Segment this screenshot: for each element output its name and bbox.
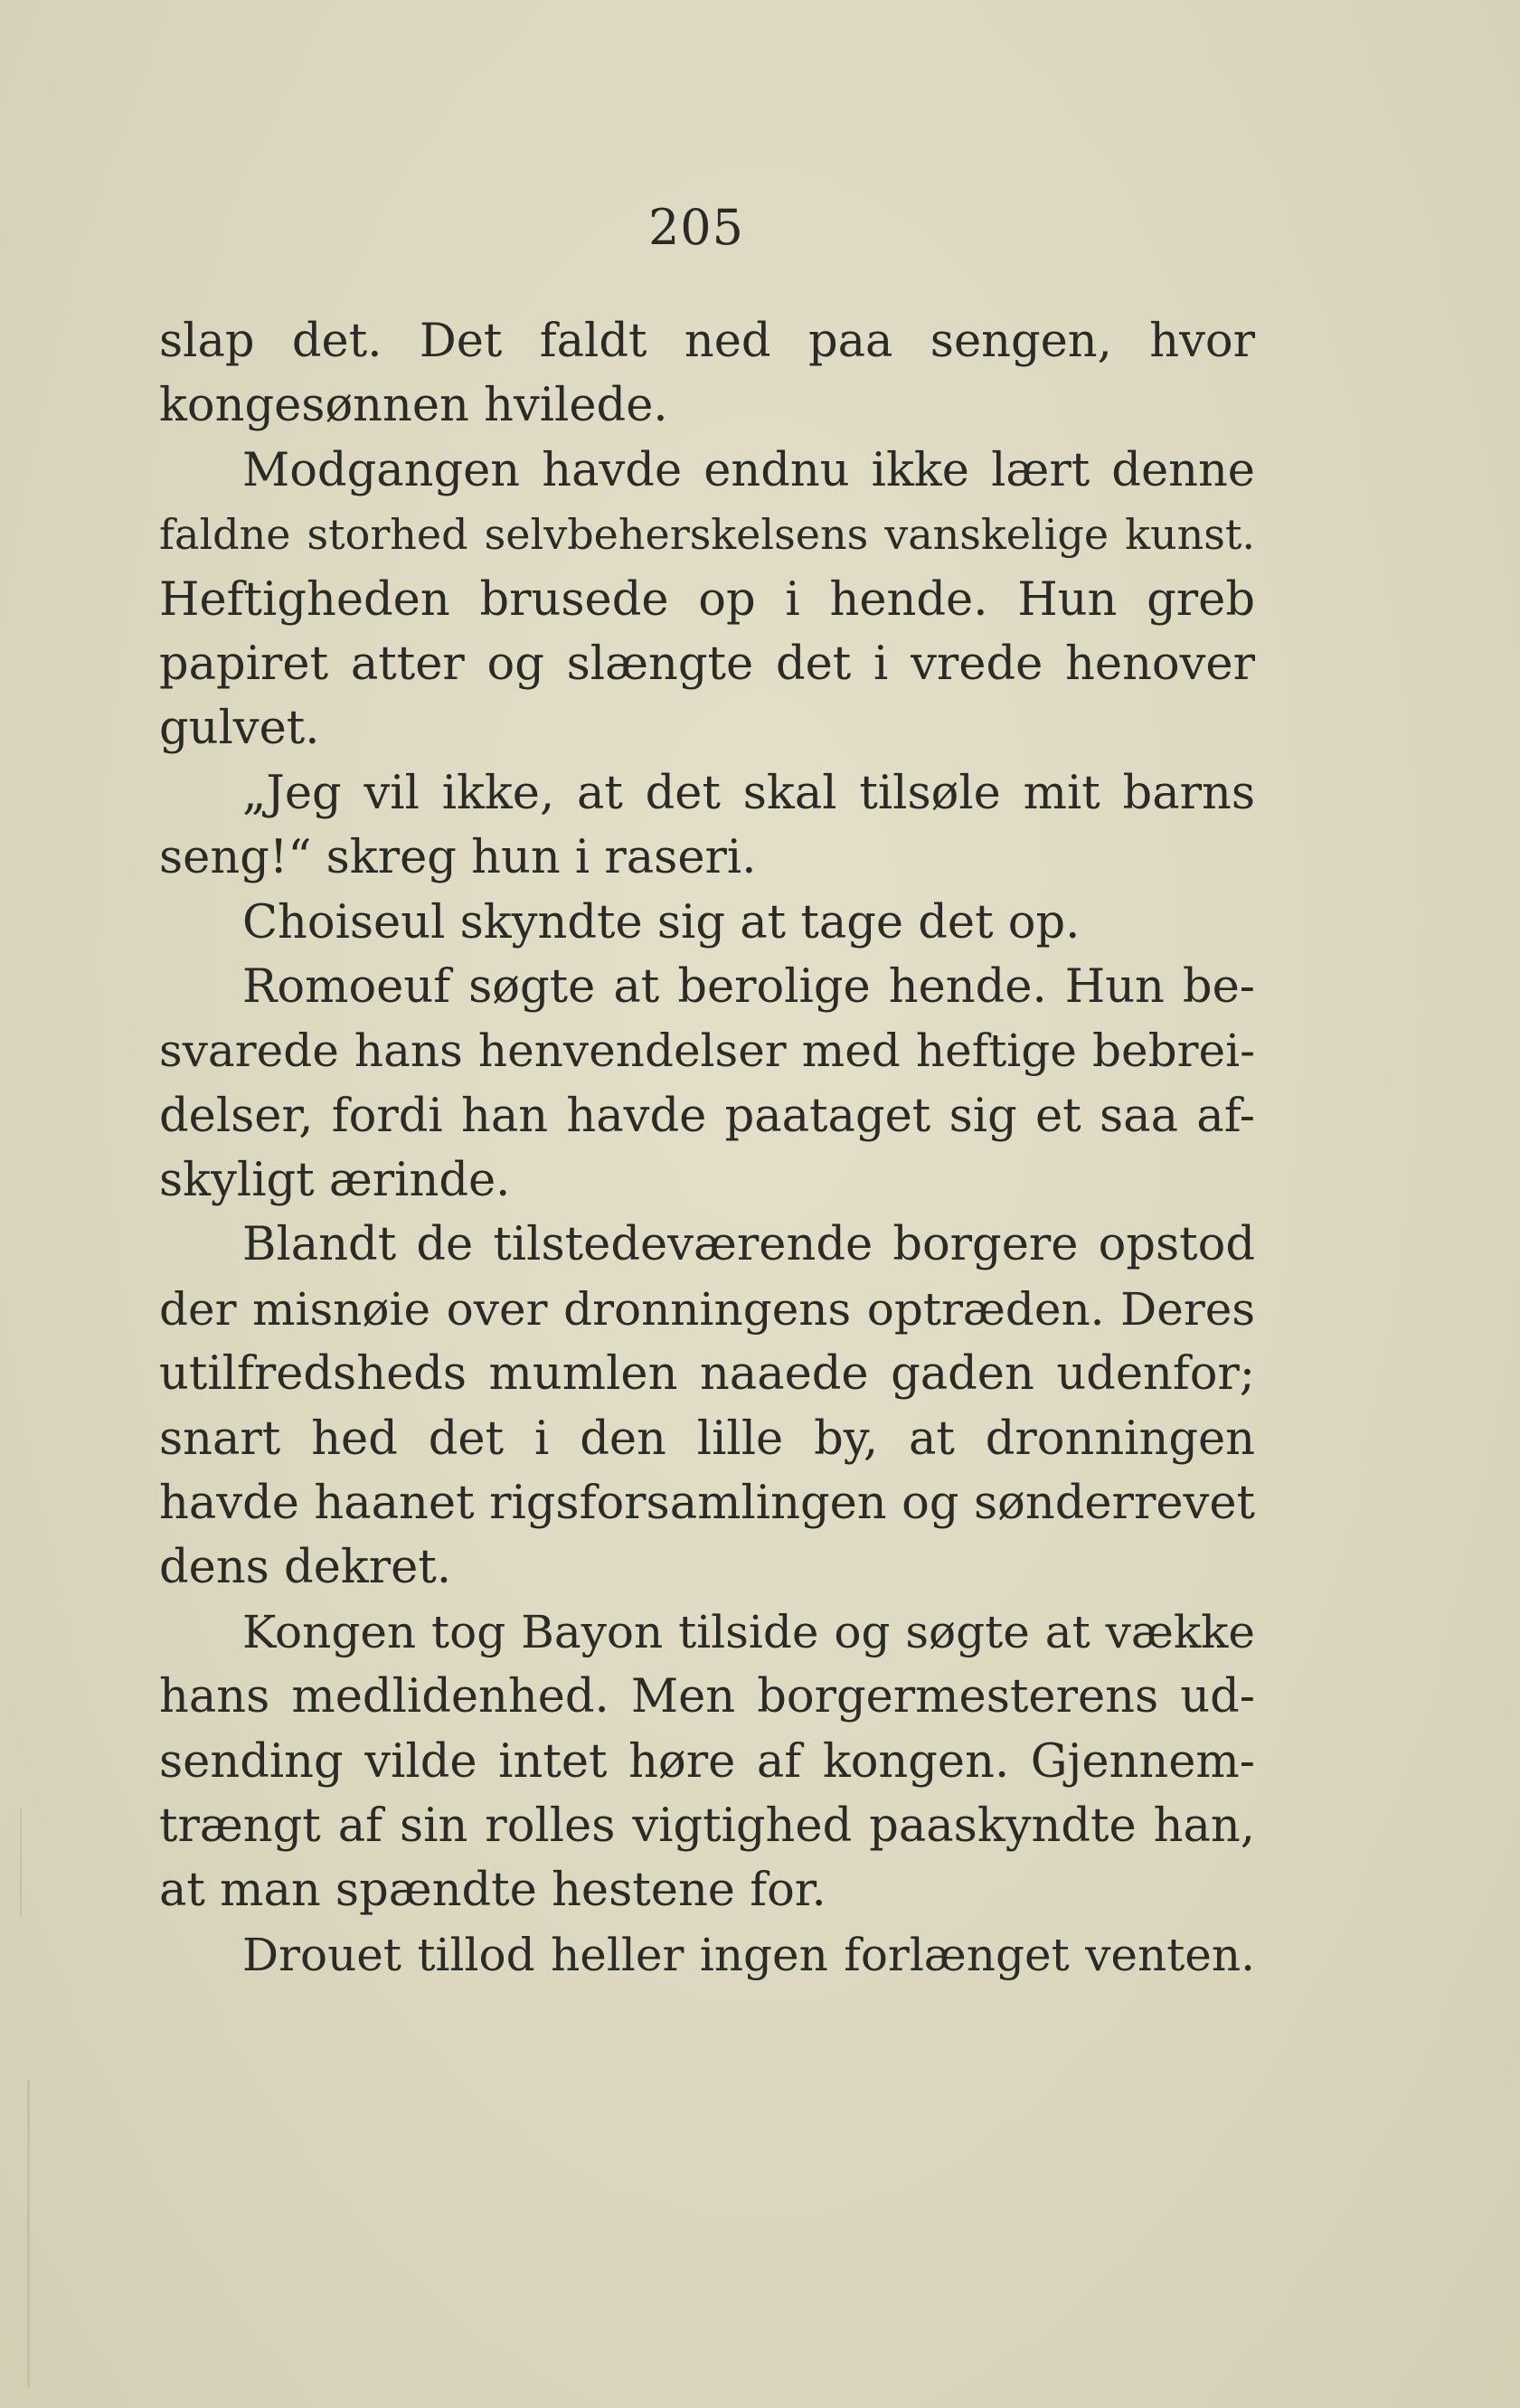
text-line: sending vilde intet høre af kongen. Gjennem- [159,1734,1255,1789]
text-line: snart hed det i den lille by, at dronningen [159,1412,1255,1466]
text-line: seng!“ skreg hun i raseri. [159,831,757,885]
text-line: Choiseul skyndte sig at tage det op. [242,895,1081,949]
text-line: Blandt de tilstedeværende borgere opstod [242,1218,1255,1272]
left-edge-mark-upper [20,1808,22,1917]
text-line: gulvet. [159,702,320,756]
text-line: Drouet tillod heller ingen forlænget venten. [242,1928,1255,1981]
text-line: utilfredsheds mumlen naaede gaden udenfor; [159,1347,1255,1402]
text-line: kongesønnen hvilede. [159,379,668,433]
body-text [159,309,1255,1988]
left-edge-mark [27,2080,30,2387]
text-line: der misnøie over dronningens optræden. Deres [159,1282,1255,1336]
page-number: 205 [647,199,745,256]
text-line: slap det. Det faldt ned paa sengen, hvor [159,315,1255,368]
text-line: dens dekret. [159,1541,452,1595]
text-line: svarede hans henvendelser med heftige bebrei- [159,1025,1255,1078]
text-line: skyligt ærinde. [159,1154,511,1208]
text-line: delser, fordi han havde paataget sig et saa af- [159,1089,1255,1143]
text-line: havde haanet rigsforsamlingen og sønderrevet [159,1477,1255,1531]
text-line: Romoeuf søgte at berolige hende. Hun be- [242,959,1255,1014]
text-line: Modgangen havde endnu ikke lært denne [242,443,1255,497]
text-line: at man spændte hestene for. [159,1864,826,1918]
text-line: hans medlidenhed. Men borgermesterens ud- [159,1670,1255,1724]
text-line: Heftigheden brusede op i hende. Hun greb [159,572,1255,627]
text-line: trængt af sin rolles vigtighed paaskyndte han, [159,1799,1255,1853]
text-line: faldne storhed selvbeherskelsens vanskelige kunst. [159,510,1255,560]
text-line: Kongen tog Bayon tilside og søgte at vække [242,1605,1255,1658]
text-line: papiret atter og slængte det i vrede henover [159,637,1255,691]
text-line: „Jeg vil ikke, at det skal tilsøle mit barns [242,766,1255,820]
